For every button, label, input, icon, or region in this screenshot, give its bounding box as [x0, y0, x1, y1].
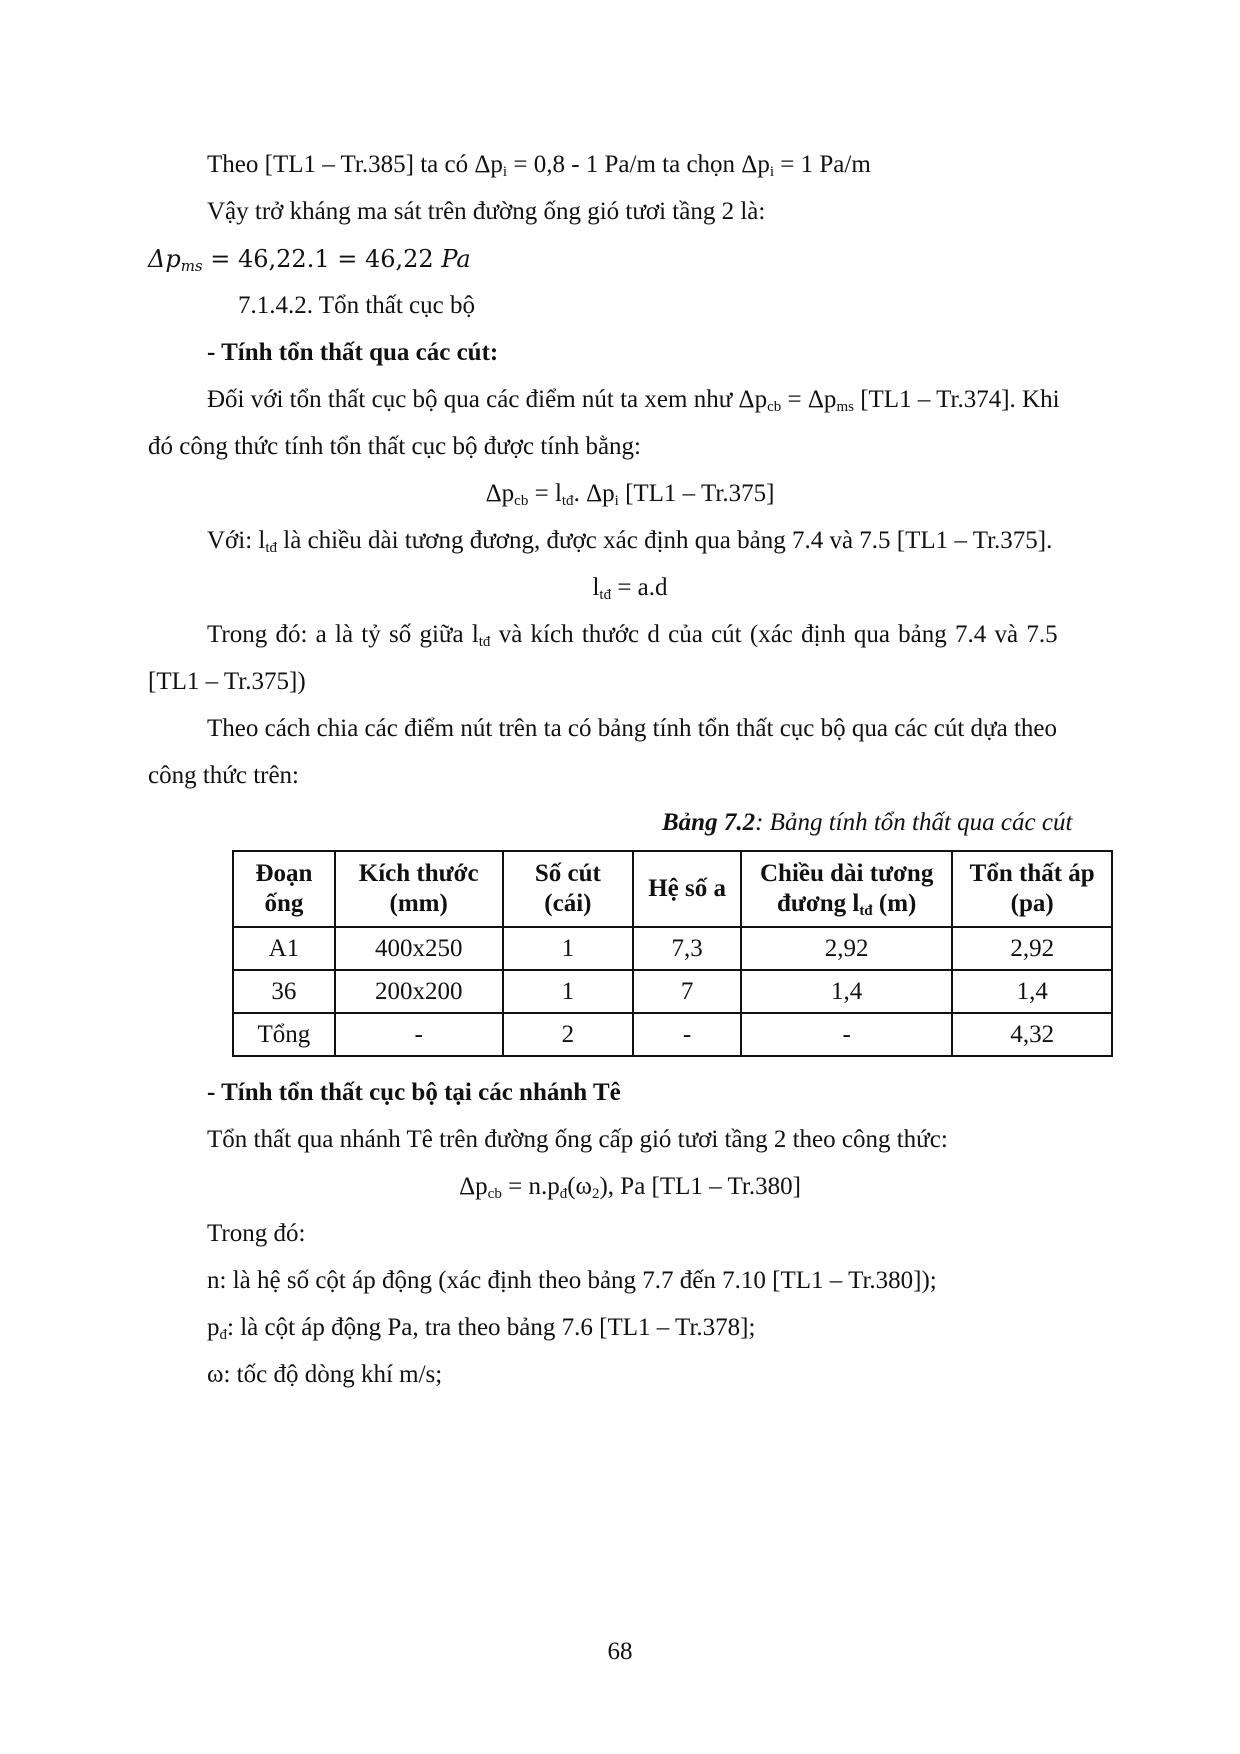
table-cell: - — [335, 1013, 503, 1056]
equation-friction: $\Delta p_{ms} = 46,22.1 = 46,22$ Pa — [148, 245, 471, 275]
definition-omega: ω: tốc độ dòng khí m/s; — [207, 1361, 443, 1388]
paragraph-diem-nut: Đối với tổn thất cục bộ qua các điểm nút ta xem như $\Delta p_{cb} = \Delta p_{ms}$ [TL1 – Tr.374]. Khi — [207, 386, 1060, 415]
header-chieu-dai: Chiều dài tương đương $l_{tđ}$ (m) — [741, 851, 952, 927]
table-cell: 4,32 — [952, 1013, 1112, 1056]
table-cell: 2 — [503, 1013, 634, 1056]
paragraph-trong-do-a: Trong đó: a là tỷ số giữa $l_{tđ}$ và kích thước d của cút (xác định qua bảng 7.4 và 7.5 — [207, 621, 1058, 650]
paragraph-tro-khang: Vậy trở kháng ma sát trên đường ống gió tươi tầng 2 là: — [207, 198, 766, 225]
table-cell: 2,92 — [741, 927, 952, 970]
header-doan-ong: Đoạn ống — [233, 851, 335, 927]
paragraph-theo-tl1: Theo [TL1 – Tr.385] ta có $\Delta p_i = 0,8 - 1$ Pa/m ta chọn $\Delta p_i = 1$ Pa/m — [207, 151, 871, 180]
equation-local-loss: $\Delta p_{cb} = l_{tđ}$. $\Delta p_i$ [TL1 – Tr.375] — [485, 480, 775, 509]
paragraph-nhanh-te: Tổn thất qua nhánh Tê trên đường ống cấp gió tươi tầng 2 theo công thức: — [207, 1126, 948, 1153]
table-header-row — [233, 851, 1112, 927]
table-cell: 200x200 — [335, 970, 503, 1013]
table-row — [233, 970, 1112, 1013]
paragraph-trong-do: Trong đó: — [207, 1220, 306, 1247]
table-cell: 36 — [233, 970, 335, 1013]
page-number: 68 — [607, 1638, 633, 1665]
equation-ltd: $l_{tđ} = a.d$ — [592, 574, 668, 603]
header-he-so-a: Hệ số a — [633, 851, 741, 927]
heading-cut-loss: - Tính tổn thất qua các cút: — [207, 339, 499, 366]
header-so-cut: Số cút (cái) — [503, 851, 634, 927]
table-total-row — [233, 1013, 1112, 1056]
table-cell: 1,4 — [952, 970, 1112, 1013]
table-row — [233, 927, 1112, 970]
table-cell: 2,92 — [952, 927, 1112, 970]
header-kich-thuoc: Kích thước (mm) — [335, 851, 503, 927]
definition-n: n: là hệ số cột áp động (xác định theo bảng 7.7 đến 7.10 [TL1 – Tr.380]); — [207, 1267, 937, 1294]
section-heading-7142: 7.1.4.2. Tổn thất cục bộ — [238, 292, 475, 319]
table-cell: - — [741, 1013, 952, 1056]
paragraph-theo-cach-chia-cont: công thức trên: — [148, 762, 300, 789]
table-cell: A1 — [233, 927, 335, 970]
elbow-loss-table — [232, 850, 1113, 1057]
table-cell: 7 — [633, 970, 741, 1013]
heading-te-loss: - Tính tổn thất cục bộ tại các nhánh Tê — [207, 1079, 621, 1106]
paragraph-voi-ltd: Với: $l_{tđ}$ là chiều dài tương đương, được xác định qua bảng 7.4 và 7.5 [TL1 – Tr.375]. — [207, 527, 1053, 556]
paragraph-trong-do-a-cont: [TL1 – Tr.375]) — [148, 668, 306, 695]
paragraph-diem-nut-cont: đó công thức tính tổn thất cục bộ được tính bằng: — [148, 433, 642, 460]
table-cell: 1 — [503, 927, 634, 970]
table-cell: 400x250 — [335, 927, 503, 970]
definition-pd: $p_đ$: là cột áp động Pa, tra theo bảng 7.6 [TL1 – Tr.378]; — [207, 1314, 756, 1343]
equation-te-loss: $\Delta p_{cb} = n.p_đ(\omega_2)$, Pa [TL1 – Tr.380] — [459, 1173, 801, 1202]
table-cell: 1,4 — [741, 970, 952, 1013]
table-caption: Bảng 7.2: Bảng tính tổn thất qua các cút — [662, 809, 1073, 836]
table-cell: Tổng — [233, 1013, 335, 1056]
header-ton-that-ap: Tổn thất áp (pa) — [952, 851, 1112, 927]
table-cell: - — [633, 1013, 741, 1056]
table-cell: 7,3 — [633, 927, 741, 970]
paragraph-theo-cach-chia: Theo cách chia các điểm nút trên ta có bảng tính tổn thất cục bộ qua các cút dựa theo — [207, 715, 1057, 742]
table-cell: 1 — [503, 970, 634, 1013]
